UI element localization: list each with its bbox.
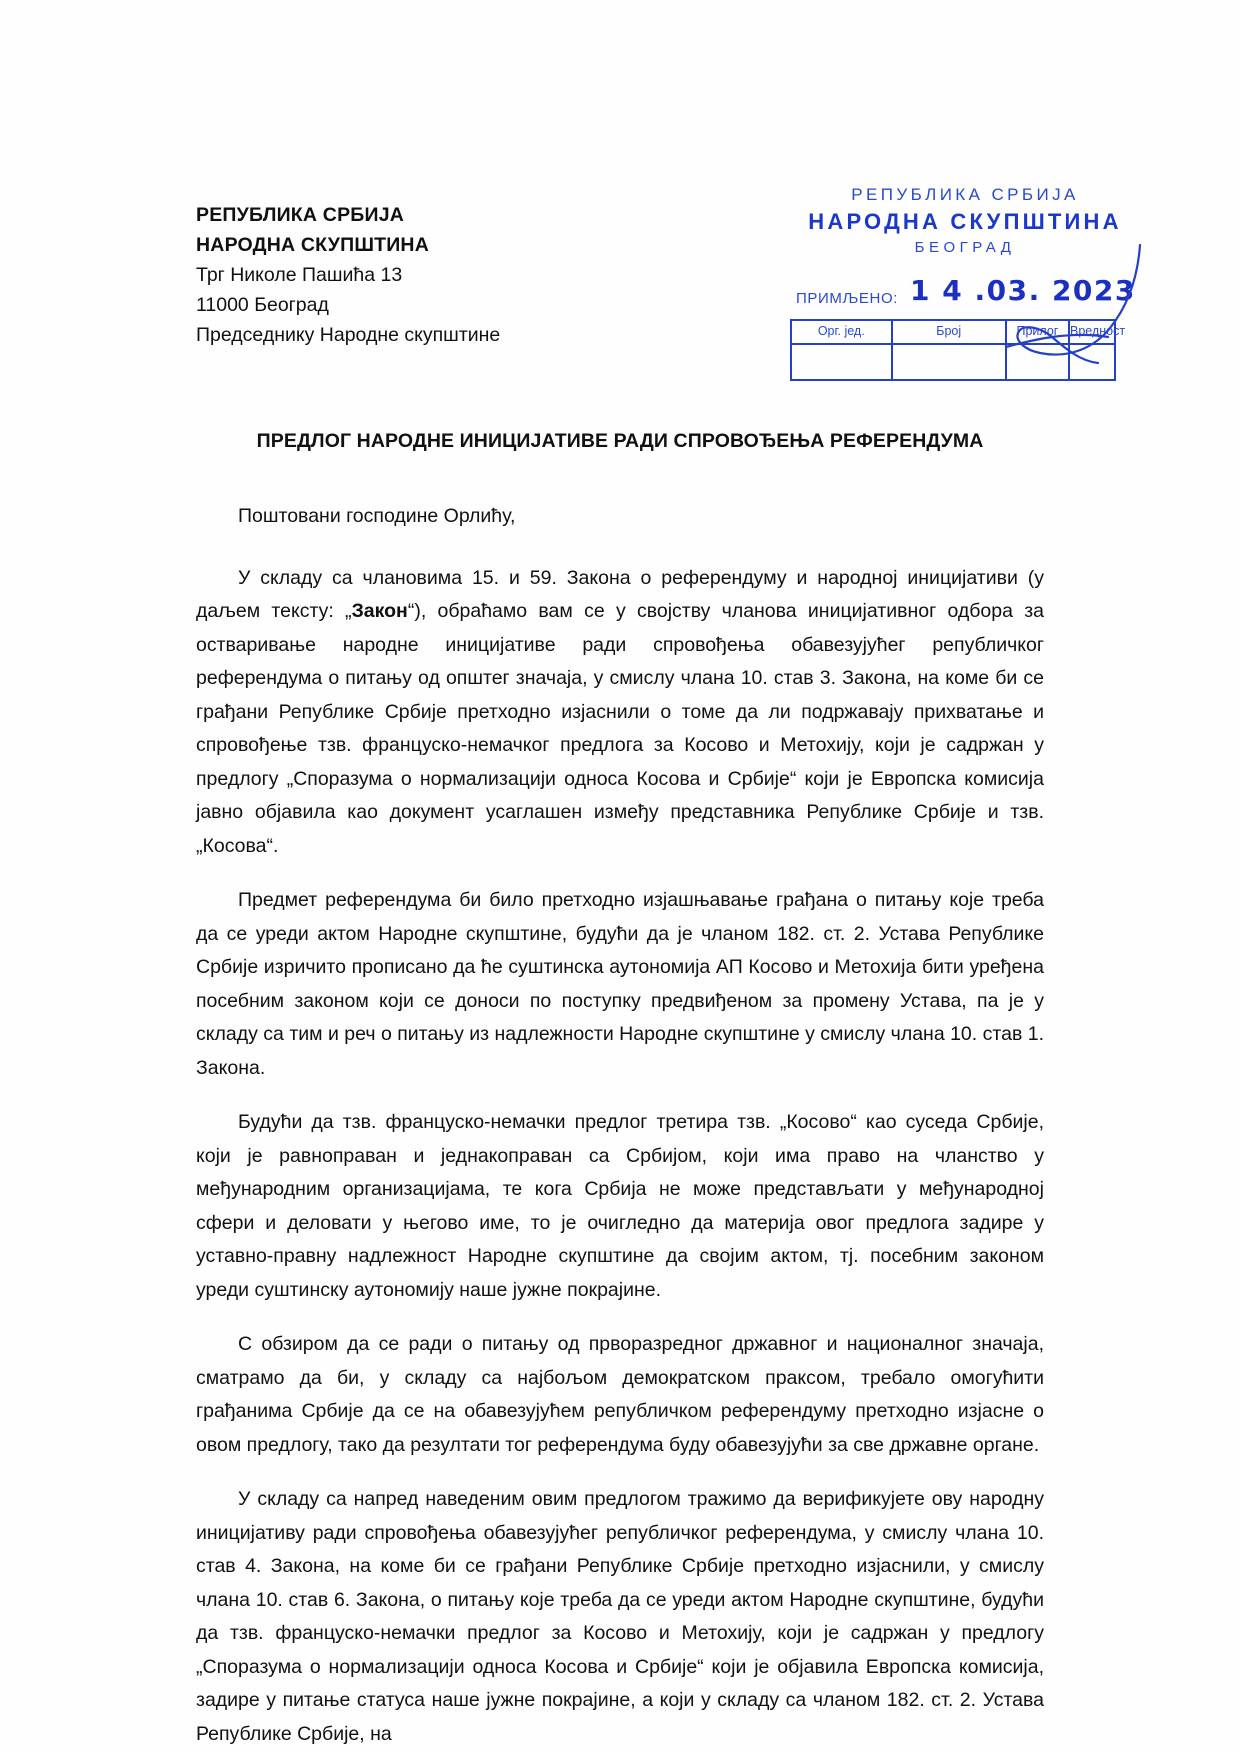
- paragraph-1: [196, 562, 1044, 864]
- stamp-table-col-attachment-label: Прилог: [1016, 324, 1059, 338]
- paragraph-1-post: “), обраћамо вам се у својству чланова иницијативног одбора за остваривање народне иницијативе ради спровођења обавезујућег републичког референдума о питању од општег значаја, у смислу члана 10. став 3. Закона, на коме би се грађани Републике Србије претходно изјаснили о томе да ли подржавају прихватање и спровођење тзв. француско-немачког предлога за Косово и Метохију, који је садржан у предлогу „Споразума о нормализацији односа Косова и Србије“ који је Европска комисија јавно објавила као документ усаглашен између представника Републике Србије и тзв. „Косова“.: [196, 600, 1045, 857]
- stamp-org-line-1: РЕПУБЛИКА СРБИЈА: [851, 185, 1079, 204]
- paragraph-5: У складу са напред наведеним овим предлогом тражимо да верификујете ову народну иницијативу ради спровођења обавезујућег републичког референдума, у смислу члана 10. став 4. Закона, на коме би се грађани Републике Србије претходно изјаснили, у смислу члана 10. став 6. Закона, о питању које треба да се уреди актом Народне скупштине, будући да тзв. француско-немачки предлог за Косово и Метохију, који је садржан у предлогу „Споразума о нормализацији односа Косова и Србије“ који је објавила Европска комисија, задире у питање статуса наше јужне покрајине, а који у складу са чланом 182. ст. 2. Устава Републике Србије, на: [196, 1488, 1044, 1745]
- stamp-table-col-org-label: Орг. јед.: [817, 324, 865, 338]
- letterhead-block: [196, 200, 626, 350]
- stamp-received-row: [790, 274, 1140, 307]
- stamp-table-col-number: [893, 321, 1007, 379]
- letterhead-address-city: 11000 Београд: [196, 294, 329, 316]
- paragraph-4: С обзиром да се ради о питању од прворазредног државног и националног значаја, сматрамо да би, у складу са најбољом демократском праксом, требало омогућити грађанима Србије да се на обавезујућем републичком референдуму претходно изјасне о овом предлогу, тако да резултати тог референдума буду обавезујући за све државне органе.: [196, 1333, 1044, 1456]
- stamp-org-line-3: БЕОГРАД: [914, 239, 1016, 256]
- stamp-table-rule-2: [893, 343, 1005, 345]
- stamp-table-rule-1: [792, 343, 891, 345]
- letterhead-line-1: РЕПУБЛИКА СРБИЈА: [196, 204, 405, 226]
- document-body: [196, 500, 1044, 1751]
- stamp-org-line-2: НАРОДНА СКУПШТИНА: [808, 209, 1122, 234]
- stamp-table-col-value: [1069, 321, 1126, 379]
- letterhead-recipient: Председнику Народне скупштине: [196, 324, 501, 346]
- page-title: ПРЕДЛОГ НАРОДНЕ ИНИЦИЈАТИВЕ РАДИ СПРОВОЂЕЊА РЕФЕРЕНДУМА: [256, 430, 984, 452]
- salutation: Поштовани господине Орлићу,: [238, 505, 516, 527]
- stamp-table-col-number-label: Број: [936, 324, 962, 338]
- paragraph-3: Будући да тзв. француско-немачки предлог третира тзв. „Косово“ као суседа Србије, који је равноправан и једнакоправан са Србијом, који има право на чланство у међународним организацијама, те кога Србија не може представљати у међународној сфери и деловати у његово име, то је очигледно да материја овог предлога задире у уставно-правну надлежност Народне скупштине да својим актом, тј. посебним законом уреди суштинску аутономију наше јужне покрајине.: [196, 1111, 1044, 1301]
- stamp-received-date: 1 4 .03. 2023: [910, 274, 1136, 307]
- letterhead-address-street: Трг Николе Пашића 13: [196, 264, 403, 286]
- stamp-table-col-org: [792, 321, 893, 379]
- paragraph-1-pre: У складу са члановима 15. и 59. Закона о референдуму и народној иницијативи (у даљем тексту: „: [196, 566, 1044, 622]
- stamp-table: [790, 319, 1126, 381]
- letterhead-line-2: НАРОДНА СКУПШТИНА: [196, 234, 430, 256]
- paragraph-1-bold-term: Закон: [351, 600, 408, 622]
- stamp-table-col-attachment: [1007, 321, 1070, 379]
- paragraph-2: Предмет референдума би било претходно изјашњавање грађана о питању које треба да се уреди актом Народне скупштине, будући да је чланом 182. ст. 2. Устава Републике Србије изричито прописано да ће суштинска аутономија АП Косово и Метохија бити уређена посебним законом који се доноси по поступку предвиђеном за промену Устава, па је у складу са тим и реч о питању из надлежности Народне скупштине у смислу члана 10. став 1. Закона.: [196, 889, 1044, 1079]
- stamp-table-col-value-label: Вредност: [1069, 324, 1126, 338]
- reception-stamp: [790, 185, 1140, 385]
- stamp-table-rule-3: [1007, 343, 1068, 345]
- stamp-table-rule-4: [1070, 343, 1114, 345]
- stamp-received-label: ПРИМЉЕНО:: [796, 290, 898, 307]
